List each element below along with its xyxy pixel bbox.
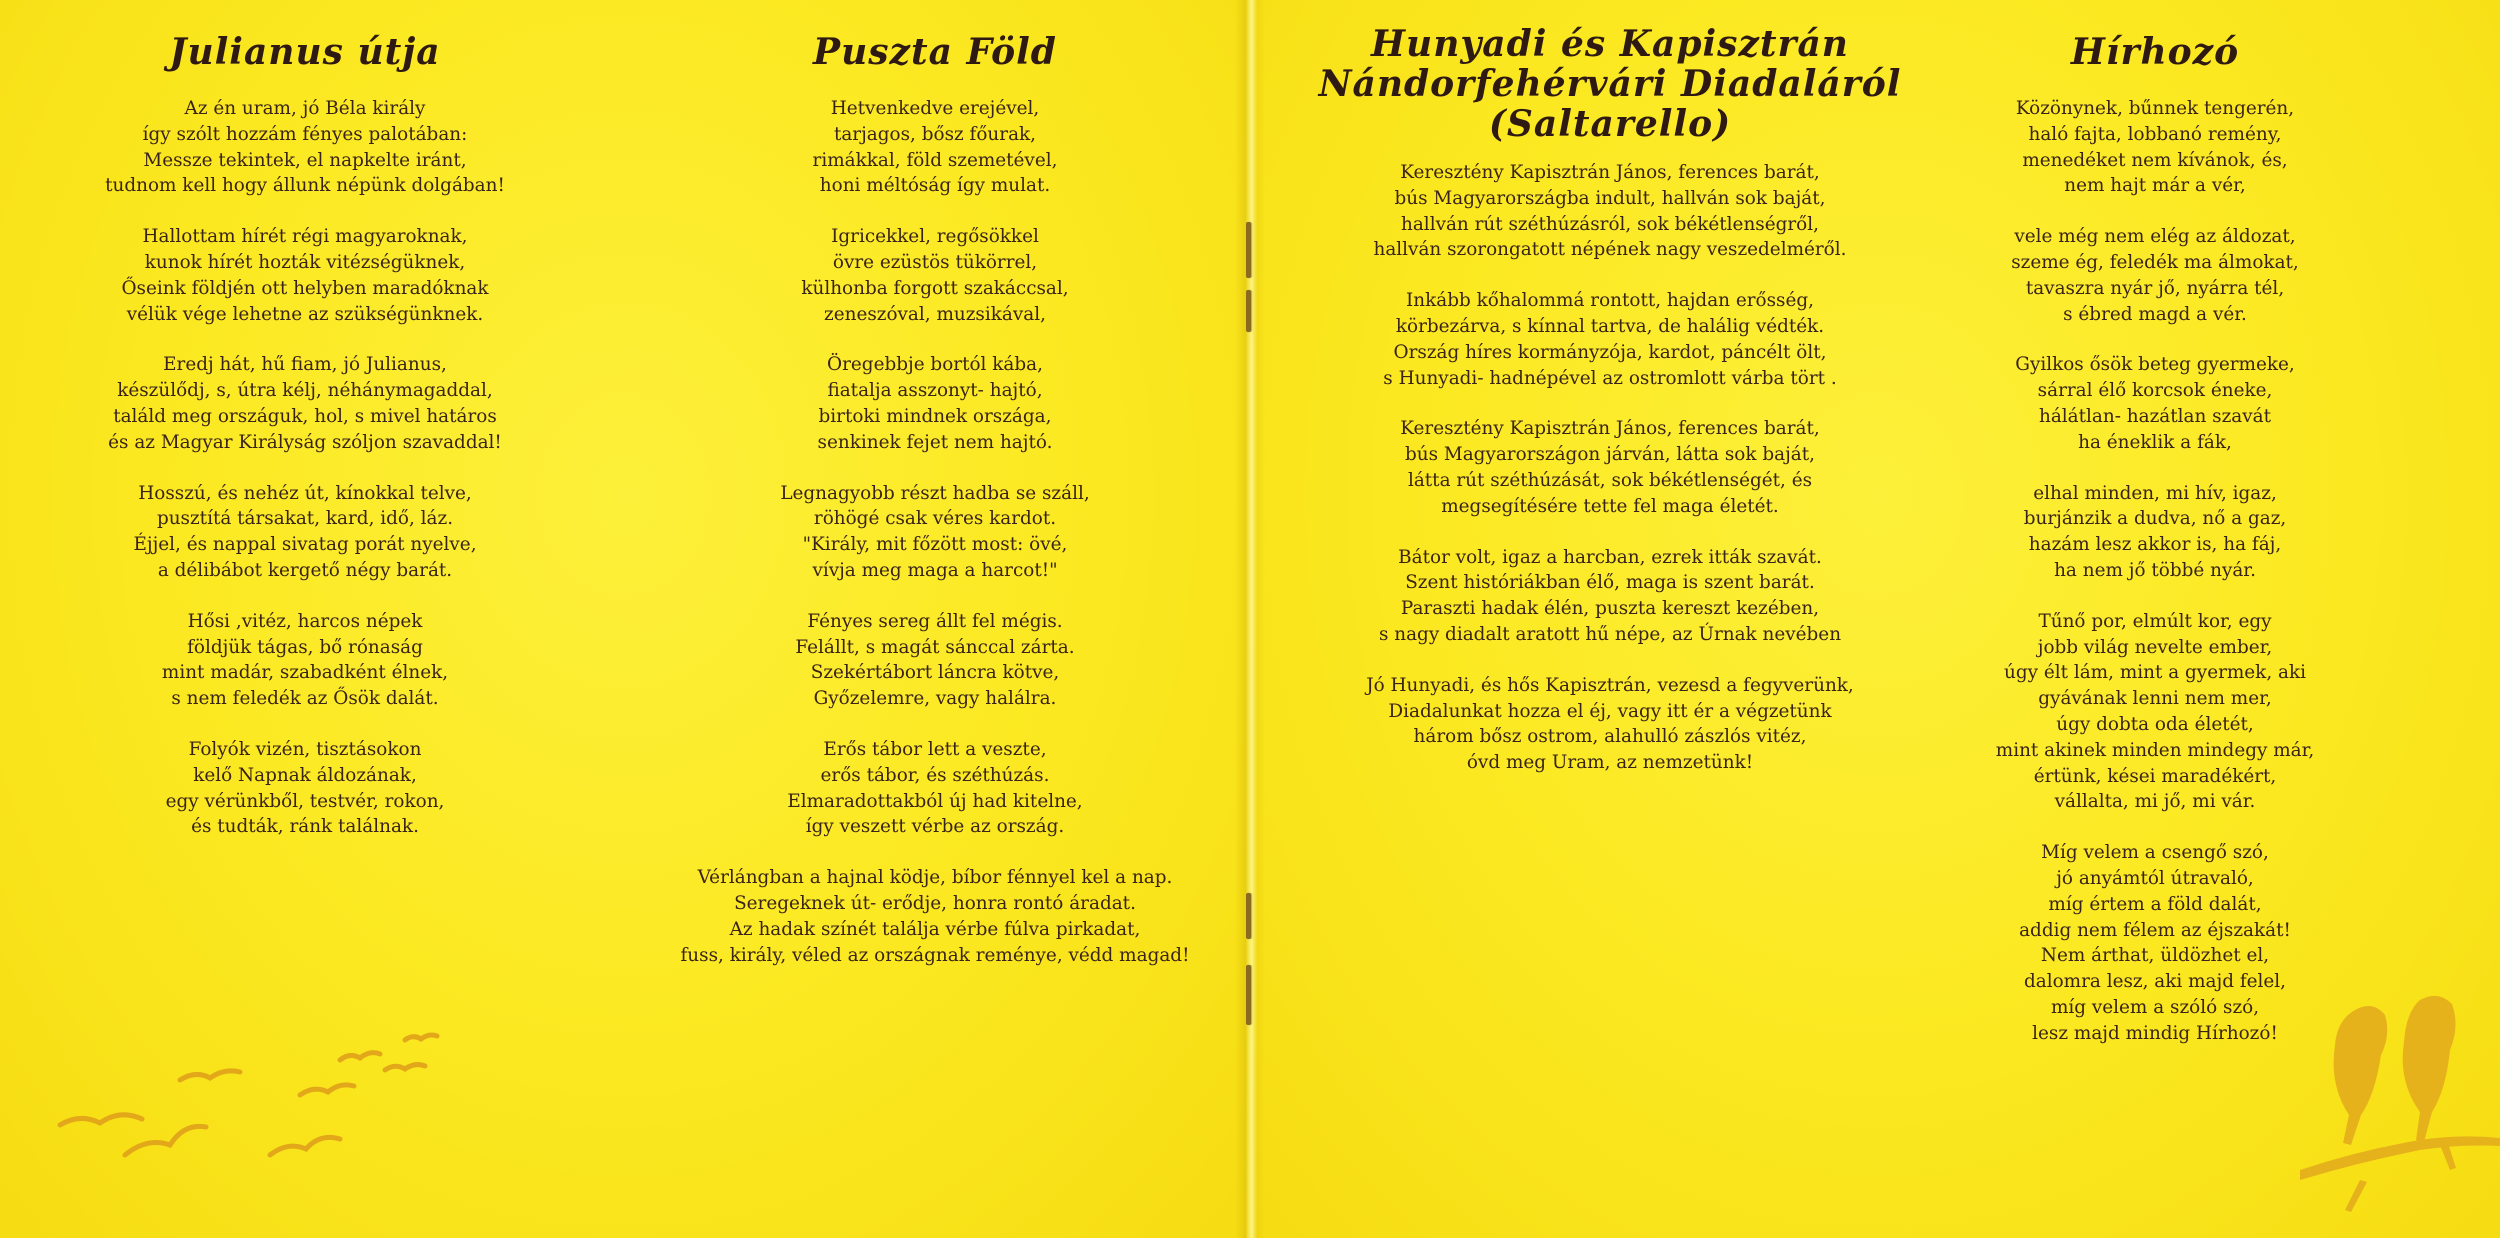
stanza xyxy=(635,96,1235,199)
poem-julianus-utja xyxy=(55,30,555,865)
poem-line: Vérlángban a hajnal ködje, bíbor fénnyel kel a nap. xyxy=(697,867,1173,889)
poem-line: így szólt hozzám fényes palotában: xyxy=(142,123,468,145)
poem-line: vállalta, mi jő, mi vár. xyxy=(2054,791,2256,813)
stanza xyxy=(55,224,555,327)
poem-line: Keresztény Kapisztrán János, ferences barát, xyxy=(1400,162,1820,183)
poem-line: haló fajta, lobbanó remény, xyxy=(2028,123,2282,145)
poem-line: Folyók vizén, tisztásokon xyxy=(188,738,422,760)
poem-title-line: Julianus útja xyxy=(169,31,441,73)
poem-line: övre ezüstös tükörrel, xyxy=(832,251,1038,273)
stanza xyxy=(1285,673,1935,776)
flying-birds-icon xyxy=(40,1020,460,1220)
poem-line: megsegítésére tette fel maga életét. xyxy=(1441,495,1779,517)
poem-line: pusztítá társakat, kard, idő, láz. xyxy=(156,508,454,530)
poem-line: míg velem a szóló szó, xyxy=(2050,996,2260,1018)
poem-line: Jó Hunyadi, és hős Kapisztrán, vezesd a fegyverünk, xyxy=(1366,674,1854,696)
stanza xyxy=(55,481,555,584)
poem-title-line: Hírhozó xyxy=(2070,31,2240,73)
staple-top xyxy=(1246,222,1251,278)
poem-line: bús Magyarországon járván, látta sok baját, xyxy=(1404,444,1816,466)
poem-line: vele még nem elég az áldozat, xyxy=(2014,226,2296,248)
poem-line: hazám lesz akkor is, ha fáj, xyxy=(2028,534,2282,556)
poem-line: Eredj hát, hű fiam, jó Julianus, xyxy=(163,354,447,376)
stanza xyxy=(55,737,555,840)
poem-line: készülődj, s, útra kélj, néhánymagaddal, xyxy=(117,380,493,402)
poem-title-line: Nándorfehérvári Diadaláról xyxy=(1318,63,1902,105)
poem-line: Felállt, s magát sánccal zárta. xyxy=(795,636,1075,658)
poem-line: Elmaradottakból új had kitelne, xyxy=(787,790,1083,812)
poem-line: Diadalunkat hozza el éj, vagy itt ér a végzetünk xyxy=(1388,700,1832,722)
poem-line: Paraszti hadak élén, puszta kereszt kezében, xyxy=(1400,598,1820,620)
poem-line: három bősz ostrom, alahulló zászlós vitéz, xyxy=(1413,726,1807,748)
poem-line: hallván rút széthúzásról, sok békétlenségről, xyxy=(1401,213,1819,235)
poem-line: ha nem jő többé nyár. xyxy=(2054,559,2256,581)
staple-top-lower xyxy=(1246,290,1251,332)
poem-line: és az Magyar Királyság szóljon szavaddal! xyxy=(108,431,502,453)
poem-line: Messze tekintek, el napkelte iránt, xyxy=(143,149,467,171)
stanza xyxy=(1930,96,2380,199)
poem-line: hallván szorongatott népének nagy veszedelméről. xyxy=(1373,239,1847,261)
poem-line: Az hadak színét találja vérbe fúlva pirkadat, xyxy=(729,918,1141,940)
poem-title-line: Hunyadi és Kapisztrán xyxy=(1371,23,1849,65)
poem-line: a délibábot kergető négy barát. xyxy=(157,559,453,581)
stanza xyxy=(1930,609,2380,815)
poem-line: úgy élt lám, mint a gyermek, aki xyxy=(2003,662,2307,684)
poem-line: így veszett vérbe az ország. xyxy=(805,816,1065,838)
poem-line: s Hunyadi- hadnépével az ostromlott várba tört . xyxy=(1383,367,1837,389)
poem-line: nem hajt már a vér, xyxy=(2064,175,2246,197)
poem-line: zeneszóval, muzsikával, xyxy=(824,303,1046,325)
poem-line: kelő Napnak áldozának, xyxy=(193,764,417,786)
poem-line: elhal minden, mi hív, igaz, xyxy=(2033,482,2277,504)
poem-line: burjánzik a dudva, nő a gaz, xyxy=(2023,508,2287,530)
poem-line: úgy dobta oda életét, xyxy=(2056,713,2254,735)
poem-line: vívja meg maga a harcot!" xyxy=(812,559,1058,581)
poem-line: hálátlan- hazátlan szavát xyxy=(2038,405,2272,427)
poem-line: Míg velem a csengő szó, xyxy=(2041,842,2269,864)
poem-line: Igricekkel, regősökkel xyxy=(831,226,1039,248)
stanza xyxy=(55,609,555,712)
poem-line: földjük tágas, bő rónaság xyxy=(187,636,423,658)
poem-line: s nagy diadalt aratott hű népe, az Úrnak nevében xyxy=(1378,623,1842,645)
poem-line: Bátor volt, igaz a harcban, ezrek itták szavát. xyxy=(1398,546,1822,568)
stanza xyxy=(635,352,1235,455)
poem-line: Őseink földjén ott helyben maradóknak xyxy=(121,277,489,299)
poem-line: Öregebbje bortól kába, xyxy=(827,354,1043,376)
poem-title xyxy=(1285,24,1935,144)
stanza xyxy=(635,609,1235,712)
poem-line: tavaszra nyár jő, nyárra tél, xyxy=(2025,277,2285,299)
poem-line: s nem feledék az Ősök dalát. xyxy=(171,688,439,710)
poem-title xyxy=(635,30,1235,74)
stanza xyxy=(1285,160,1935,263)
poem-line: Közönynek, bűnnek tengerén, xyxy=(2015,98,2295,119)
poem-line: Keresztény Kapisztrán János, ferences barát, xyxy=(1400,418,1820,440)
poem-line: vélük vége lehetne az szükségünknek. xyxy=(126,303,484,325)
stanza xyxy=(1285,288,1935,391)
poem-line: Inkább kőhalommá rontott, hajdan erősség, xyxy=(1406,290,1814,312)
poem-line: mint akinek minden mindegy már, xyxy=(1995,739,2315,761)
poem-line: addig nem félem az éjszakát! xyxy=(2019,919,2291,941)
poem-line: erős tábor, és széthúzás. xyxy=(820,764,1050,786)
poem-line: dalomra lesz, aki majd felel, xyxy=(2023,971,2287,993)
poem-line: Hallottam hírét régi magyaroknak, xyxy=(142,226,468,248)
poem-line: s ébred magd a vér. xyxy=(2063,303,2247,325)
poem-line: Hősi ,vitéz, harcos népek xyxy=(187,610,423,632)
poem-line: jobb világ nevelte ember, xyxy=(2037,636,2273,658)
poem-line: Ország híres kormányzója, kardot, páncélt ölt, xyxy=(1393,341,1827,363)
stanza xyxy=(1285,545,1935,648)
poem-line: fiatalja asszonyt- hajtó, xyxy=(827,380,1043,402)
poem-line: és tudták, ránk találnak. xyxy=(191,816,419,838)
poem-line: Az én uram, jó Béla király xyxy=(184,98,426,119)
poem-title-line: Puszta Föld xyxy=(813,31,1057,73)
poem-line: óvd meg Uram, az nemzetünk! xyxy=(1466,752,1754,774)
poem-line: Győzelemre, vagy halálra. xyxy=(813,688,1057,710)
poem-line: Gyilkos ősök beteg gyermeke, xyxy=(2015,354,2295,376)
poem-line: Nem árthat, üldözhet el, xyxy=(2040,945,2270,967)
poem-line: Tűnő por, elmúlt kor, egy xyxy=(2038,610,2272,632)
stanza xyxy=(55,96,555,199)
poem-line: gyávának lenni nem mer, xyxy=(2038,688,2272,710)
poem-title-line: (Saltarello) xyxy=(1488,103,1732,145)
poem-line: Szekértábort láncra kötve, xyxy=(810,662,1060,684)
poem-line: mint madár, szabadként élnek, xyxy=(161,662,449,684)
poem-line: látta rút széthúzását, sok békétlenségét, és xyxy=(1407,469,1813,491)
poem-line: míg értem a föld dalát, xyxy=(2048,893,2262,915)
staple-bottom-lower xyxy=(1246,965,1251,1025)
poem-line: Seregeknek út- erődje, honra rontó áradat. xyxy=(734,892,1136,914)
poem-line: Erős tábor lett a veszte, xyxy=(823,738,1047,760)
poem-line: fuss, király, véled az országnak reménye, védd magad! xyxy=(680,944,1190,966)
stanza xyxy=(635,224,1235,327)
poem-line: egy vérünkből, testvér, rokon, xyxy=(165,790,445,812)
poem-line: értünk, kései maradékért, xyxy=(2033,765,2277,787)
poem-line: honi méltóság így mulat. xyxy=(819,175,1051,197)
poem-line: lesz majd mindig Hírhozó! xyxy=(2032,1022,2278,1044)
poem-line: senkinek fejet nem hajtó. xyxy=(817,431,1053,453)
poem-line: "Király, mit főzött most: övé, xyxy=(802,534,1068,556)
booklet-spine xyxy=(1235,0,1265,1238)
poem-line: Hetvenkedve erejével, xyxy=(830,98,1040,119)
stanza xyxy=(1285,416,1935,519)
poem-line: bús Magyarországba indult, hallván sok baját, xyxy=(1394,187,1826,209)
poem-title xyxy=(55,30,555,74)
stanza xyxy=(55,352,555,455)
poem-line: körbezárva, s kínnal tartva, de halálig védték. xyxy=(1395,315,1825,337)
poem-line: tudnom kell hogy állunk népünk dolgában! xyxy=(105,175,505,197)
poem-line: szeme ég, feledék ma álmokat, xyxy=(2011,251,2299,273)
poem-line: találd meg országuk, hol, s mivel határos xyxy=(113,405,497,427)
poem-line: Hosszú, és nehéz út, kínokkal telve, xyxy=(138,482,472,504)
poem-line: Fényes sereg állt fel mégis. xyxy=(807,610,1063,632)
poem-puszta-fold xyxy=(635,30,1235,993)
poem-line: ha éneklik a fák, xyxy=(2078,431,2232,453)
stanza xyxy=(635,737,1235,840)
poem-line: kunok hírét hozták vitézségüknek, xyxy=(144,251,466,273)
poem-line: külhonba forgott szakáccsal, xyxy=(801,277,1069,299)
staple-bottom xyxy=(1246,893,1251,939)
poem-line: tarjagos, bősz főurak, xyxy=(833,123,1037,145)
poem-hirhozo xyxy=(1930,30,2380,1072)
poem-hunyadi-es-kapisztran xyxy=(1285,24,1935,801)
poem-line: Szent históriákban élő, maga is szent barát. xyxy=(1405,572,1815,594)
poem-line: Éjjel, és nappal sivatag porát nyelve, xyxy=(133,534,477,556)
stanza xyxy=(635,481,1235,584)
poem-line: birtoki mindnek országa, xyxy=(818,405,1052,427)
poem-line: Legnagyobb részt hadba se száll, xyxy=(780,482,1090,504)
stanza xyxy=(1930,352,2380,455)
poem-line: menedéket nem kívánok, és, xyxy=(2022,149,2288,171)
stanza xyxy=(1930,224,2380,327)
stanza xyxy=(635,865,1235,968)
poem-line: röhögé csak véres kardot. xyxy=(813,508,1057,530)
poem-line: sárral élő korcsok éneke, xyxy=(2037,380,2273,402)
poem-line: rimákkal, föld szemetével, xyxy=(812,149,1058,171)
poem-title xyxy=(1930,30,2380,74)
ravens-on-branch-icon xyxy=(2300,980,2500,1238)
stanza xyxy=(1930,481,2380,584)
poem-line: jó anyámtól útravaló, xyxy=(2056,867,2254,889)
